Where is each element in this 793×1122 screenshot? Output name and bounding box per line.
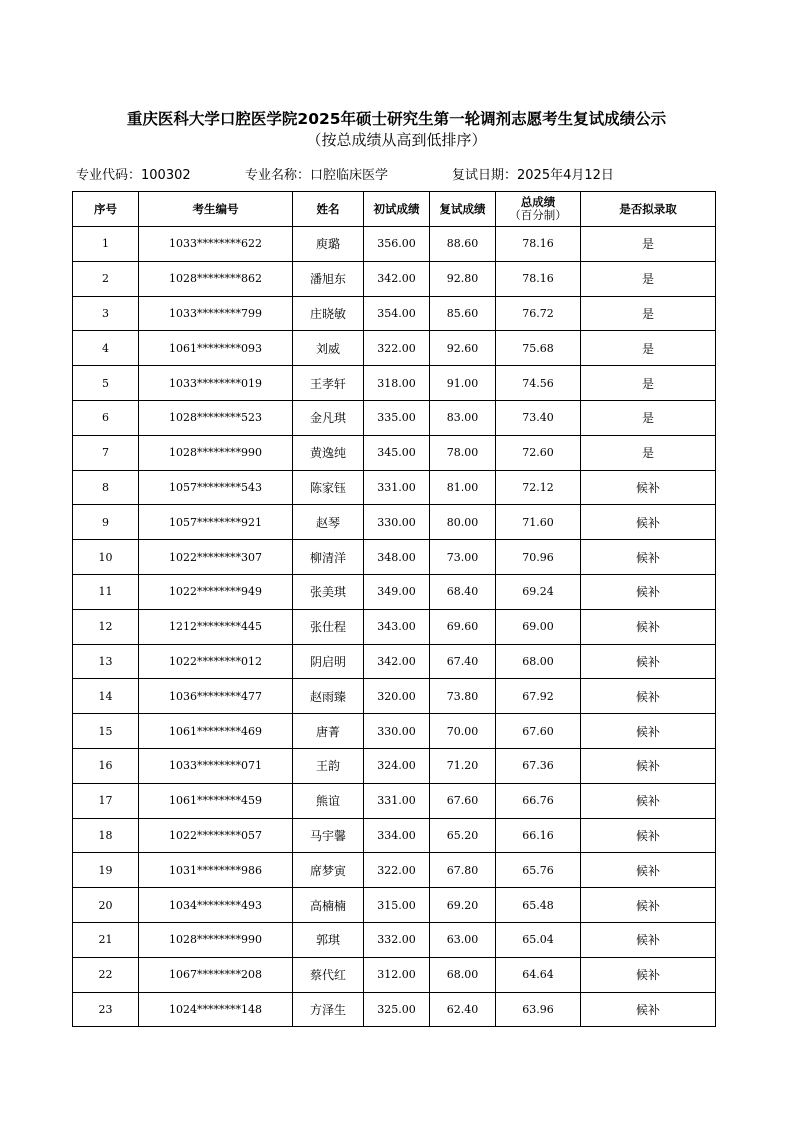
table-row <box>73 227 716 262</box>
cell-retest-score: 91.00 <box>430 366 496 401</box>
cell-rank: 6 <box>73 400 139 435</box>
cell-name: 黄逸纯 <box>293 435 364 470</box>
cell-retest-score: 92.80 <box>430 261 496 296</box>
table-row <box>73 992 716 1027</box>
cell-initial-score: 320.00 <box>364 679 430 714</box>
cell-admission: 候补 <box>581 609 716 644</box>
cell-admission: 候补 <box>581 679 716 714</box>
cell-retest-score: 68.00 <box>430 957 496 992</box>
cell-candidate-id: 1022********307 <box>139 540 293 575</box>
cell-name: 阴启明 <box>293 644 364 679</box>
cell-initial-score: 325.00 <box>364 992 430 1027</box>
cell-candidate-id: 1028********523 <box>139 400 293 435</box>
cell-total-score: 66.16 <box>496 818 581 853</box>
document-title: 重庆医科大学口腔医学院2025年硕士研究生第一轮调剂志愿考生复试成绩公示 <box>126 110 667 128</box>
table-row <box>73 957 716 992</box>
cell-initial-score: 330.00 <box>364 505 430 540</box>
cell-initial-score: 356.00 <box>364 227 430 262</box>
cell-admission: 候补 <box>581 714 716 749</box>
cell-initial-score: 334.00 <box>364 818 430 853</box>
cell-candidate-id: 1057********543 <box>139 470 293 505</box>
cell-retest-score: 81.00 <box>430 470 496 505</box>
cell-name: 金凡琪 <box>293 400 364 435</box>
cell-total-score: 73.40 <box>496 400 581 435</box>
cell-admission: 候补 <box>581 922 716 957</box>
cell-total-score: 67.60 <box>496 714 581 749</box>
cell-total-score: 66.76 <box>496 783 581 818</box>
cell-admission: 是 <box>581 331 716 366</box>
cell-rank: 12 <box>73 609 139 644</box>
cell-candidate-id: 1212********445 <box>139 609 293 644</box>
table-row <box>73 644 716 679</box>
cell-initial-score: 348.00 <box>364 540 430 575</box>
table-row <box>73 331 716 366</box>
cell-rank: 20 <box>73 888 139 923</box>
cell-initial-score: 345.00 <box>364 435 430 470</box>
cell-candidate-id: 1067********208 <box>139 957 293 992</box>
cell-candidate-id: 1022********057 <box>139 818 293 853</box>
score-table <box>72 191 716 1027</box>
cell-rank: 14 <box>73 679 139 714</box>
cell-admission: 是 <box>581 366 716 401</box>
cell-retest-score: 73.00 <box>430 540 496 575</box>
cell-total-score: 74.56 <box>496 366 581 401</box>
cell-candidate-id: 1033********622 <box>139 227 293 262</box>
cell-admission: 候补 <box>581 470 716 505</box>
table-row <box>73 748 716 783</box>
cell-candidate-id: 1061********469 <box>139 714 293 749</box>
cell-admission: 候补 <box>581 574 716 609</box>
cell-name: 高楠楠 <box>293 888 364 923</box>
cell-total-score: 70.96 <box>496 540 581 575</box>
cell-candidate-id: 1024********148 <box>139 992 293 1027</box>
cell-admission: 是 <box>581 227 716 262</box>
cell-rank: 9 <box>73 505 139 540</box>
cell-name: 张美琪 <box>293 574 364 609</box>
cell-candidate-id: 1057********921 <box>139 505 293 540</box>
document-subtitle: （按总成绩从高到低排序） <box>306 131 487 149</box>
cell-retest-score: 69.20 <box>430 888 496 923</box>
table-body <box>73 227 716 1027</box>
cell-rank: 3 <box>73 296 139 331</box>
cell-candidate-id: 1061********459 <box>139 783 293 818</box>
cell-retest-score: 63.00 <box>430 922 496 957</box>
cell-retest-score: 70.00 <box>430 714 496 749</box>
cell-admission: 候补 <box>581 888 716 923</box>
cell-initial-score: 330.00 <box>364 714 430 749</box>
cell-total-score: 76.72 <box>496 296 581 331</box>
cell-total-score: 72.60 <box>496 435 581 470</box>
cell-admission: 候补 <box>581 818 716 853</box>
major-name: 专业名称：口腔临床医学 <box>245 168 389 183</box>
cell-initial-score: 331.00 <box>364 470 430 505</box>
cell-initial-score: 342.00 <box>364 261 430 296</box>
cell-name: 庾璐 <box>293 227 364 262</box>
cell-total-score: 68.00 <box>496 644 581 679</box>
cell-candidate-id: 1022********012 <box>139 644 293 679</box>
table-row <box>73 261 716 296</box>
cell-initial-score: 349.00 <box>364 574 430 609</box>
cell-name: 王孝轩 <box>293 366 364 401</box>
cell-name: 席梦寅 <box>293 853 364 888</box>
table-row <box>73 400 716 435</box>
cell-admission: 候补 <box>581 540 716 575</box>
table-row <box>73 714 716 749</box>
cell-retest-score: 67.40 <box>430 644 496 679</box>
cell-candidate-id: 1031********986 <box>139 853 293 888</box>
cell-total-score: 65.76 <box>496 853 581 888</box>
cell-initial-score: 343.00 <box>364 609 430 644</box>
cell-total-score: 67.92 <box>496 679 581 714</box>
major-code: 专业代码：100302 <box>76 168 191 183</box>
cell-retest-score: 83.00 <box>430 400 496 435</box>
cell-rank: 19 <box>73 853 139 888</box>
cell-rank: 10 <box>73 540 139 575</box>
cell-admission: 候补 <box>581 505 716 540</box>
table-row <box>73 922 716 957</box>
cell-rank: 23 <box>73 992 139 1027</box>
cell-candidate-id: 1033********071 <box>139 748 293 783</box>
cell-name: 方泽生 <box>293 992 364 1027</box>
cell-initial-score: 315.00 <box>364 888 430 923</box>
header-total-score <box>496 192 581 227</box>
cell-admission: 是 <box>581 400 716 435</box>
cell-rank: 21 <box>73 922 139 957</box>
cell-name: 王韵 <box>293 748 364 783</box>
cell-retest-score: 65.20 <box>430 818 496 853</box>
cell-rank: 17 <box>73 783 139 818</box>
retest-date: 复试日期：2025年4月12日 <box>452 168 614 183</box>
cell-candidate-id: 1028********990 <box>139 922 293 957</box>
cell-retest-score: 67.80 <box>430 853 496 888</box>
cell-initial-score: 354.00 <box>364 296 430 331</box>
table-row <box>73 505 716 540</box>
table-row <box>73 435 716 470</box>
cell-rank: 18 <box>73 818 139 853</box>
cell-rank: 1 <box>73 227 139 262</box>
cell-initial-score: 324.00 <box>364 748 430 783</box>
cell-admission: 是 <box>581 435 716 470</box>
cell-name: 赵雨臻 <box>293 679 364 714</box>
cell-name: 熊谊 <box>293 783 364 818</box>
cell-rank: 7 <box>73 435 139 470</box>
cell-total-score: 75.68 <box>496 331 581 366</box>
cell-candidate-id: 1033********799 <box>139 296 293 331</box>
cell-total-score: 78.16 <box>496 227 581 262</box>
cell-candidate-id: 1034********493 <box>139 888 293 923</box>
cell-total-score: 65.48 <box>496 888 581 923</box>
table-row <box>73 679 716 714</box>
cell-retest-score: 67.60 <box>430 783 496 818</box>
cell-admission: 候补 <box>581 644 716 679</box>
cell-initial-score: 322.00 <box>364 331 430 366</box>
table-row <box>73 888 716 923</box>
cell-retest-score: 85.60 <box>430 296 496 331</box>
cell-total-score: 69.24 <box>496 574 581 609</box>
cell-retest-score: 73.80 <box>430 679 496 714</box>
cell-rank: 4 <box>73 331 139 366</box>
cell-total-score: 64.64 <box>496 957 581 992</box>
cell-name: 刘威 <box>293 331 364 366</box>
cell-candidate-id: 1028********990 <box>139 435 293 470</box>
header-initial-score: 初试成绩 <box>364 192 430 227</box>
cell-name: 张仕程 <box>293 609 364 644</box>
table-row <box>73 296 716 331</box>
cell-initial-score: 335.00 <box>364 400 430 435</box>
cell-name: 蔡代红 <box>293 957 364 992</box>
table-row <box>73 609 716 644</box>
header-rank: 序号 <box>73 192 139 227</box>
cell-candidate-id: 1028********862 <box>139 261 293 296</box>
cell-rank: 2 <box>73 261 139 296</box>
cell-name: 赵琴 <box>293 505 364 540</box>
cell-total-score: 63.96 <box>496 992 581 1027</box>
header-total-label: 总成绩 <box>520 195 556 209</box>
cell-retest-score: 62.40 <box>430 992 496 1027</box>
header-retest-score: 复试成绩 <box>430 192 496 227</box>
cell-candidate-id: 1022********949 <box>139 574 293 609</box>
cell-admission: 候补 <box>581 853 716 888</box>
cell-total-score: 72.12 <box>496 470 581 505</box>
cell-rank: 22 <box>73 957 139 992</box>
cell-retest-score: 88.60 <box>430 227 496 262</box>
cell-name: 马宇馨 <box>293 818 364 853</box>
cell-name: 唐菁 <box>293 714 364 749</box>
cell-initial-score: 318.00 <box>364 366 430 401</box>
cell-initial-score: 342.00 <box>364 644 430 679</box>
table-row <box>73 470 716 505</box>
cell-retest-score: 92.60 <box>430 331 496 366</box>
table-row <box>73 574 716 609</box>
table-row <box>73 366 716 401</box>
cell-retest-score: 78.00 <box>430 435 496 470</box>
header-admission: 是否拟录取 <box>581 192 716 227</box>
cell-rank: 5 <box>73 366 139 401</box>
cell-initial-score: 332.00 <box>364 922 430 957</box>
header-name: 姓名 <box>293 192 364 227</box>
cell-initial-score: 331.00 <box>364 783 430 818</box>
cell-retest-score: 68.40 <box>430 574 496 609</box>
cell-rank: 11 <box>73 574 139 609</box>
cell-rank: 8 <box>73 470 139 505</box>
cell-total-score: 67.36 <box>496 748 581 783</box>
cell-admission: 候补 <box>581 748 716 783</box>
header-candidate-id: 考生编号 <box>139 192 293 227</box>
cell-admission: 是 <box>581 261 716 296</box>
cell-name: 潘旭东 <box>293 261 364 296</box>
cell-candidate-id: 1033********019 <box>139 366 293 401</box>
table-row <box>73 818 716 853</box>
cell-retest-score: 69.60 <box>430 609 496 644</box>
cell-initial-score: 312.00 <box>364 957 430 992</box>
cell-admission: 候补 <box>581 992 716 1027</box>
cell-rank: 15 <box>73 714 139 749</box>
cell-candidate-id: 1036********477 <box>139 679 293 714</box>
cell-admission: 是 <box>581 296 716 331</box>
cell-retest-score: 80.00 <box>430 505 496 540</box>
cell-name: 柳清洋 <box>293 540 364 575</box>
cell-rank: 16 <box>73 748 139 783</box>
header-total-sublabel: （百分制） <box>509 208 567 222</box>
cell-total-score: 78.16 <box>496 261 581 296</box>
cell-rank: 13 <box>73 644 139 679</box>
cell-total-score: 65.04 <box>496 922 581 957</box>
table-row <box>73 783 716 818</box>
cell-initial-score: 322.00 <box>364 853 430 888</box>
cell-name: 庄晓敏 <box>293 296 364 331</box>
cell-admission: 候补 <box>581 783 716 818</box>
table-row <box>73 853 716 888</box>
table-row <box>73 540 716 575</box>
cell-retest-score: 71.20 <box>430 748 496 783</box>
cell-candidate-id: 1061********093 <box>139 331 293 366</box>
cell-total-score: 69.00 <box>496 609 581 644</box>
table-header-row <box>73 192 716 227</box>
cell-name: 陈家钰 <box>293 470 364 505</box>
cell-admission: 候补 <box>581 957 716 992</box>
cell-name: 郭琪 <box>293 922 364 957</box>
cell-total-score: 71.60 <box>496 505 581 540</box>
